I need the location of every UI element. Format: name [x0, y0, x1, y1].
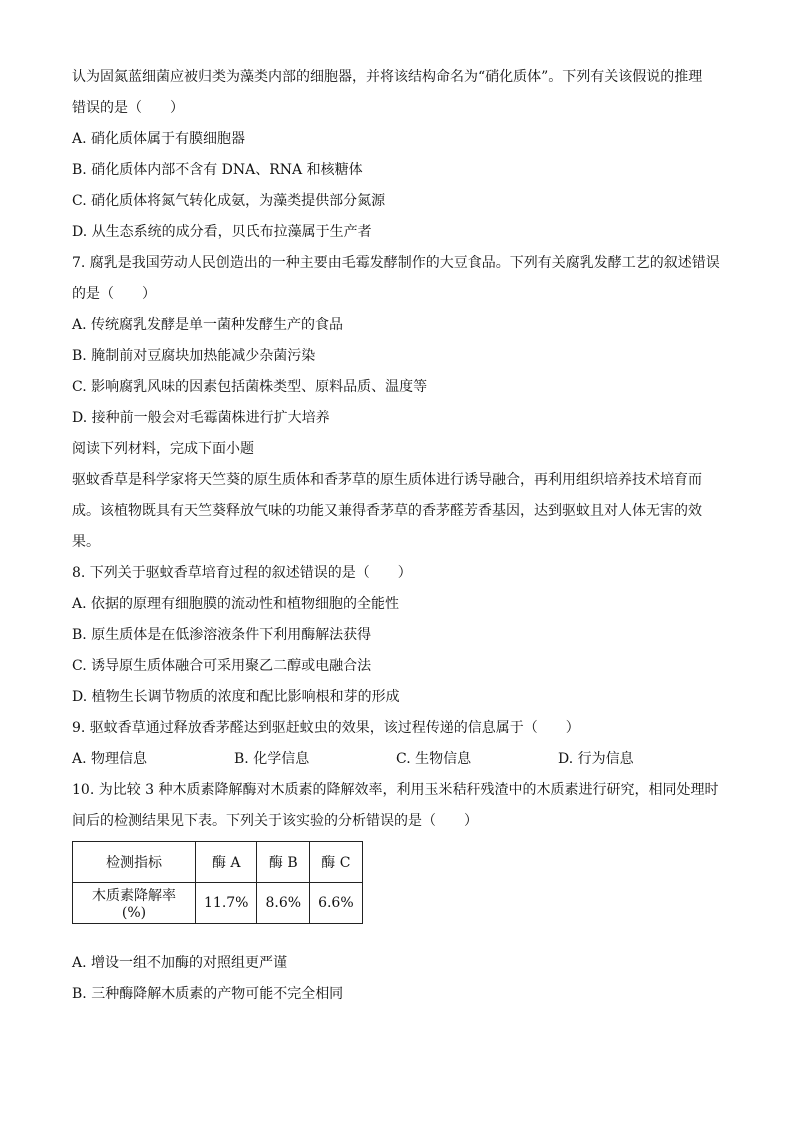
question-8-option-d: D. 植物生长调节物质的浓度和配比影响根和芽的形成 — [72, 689, 400, 705]
question-9-option-b: B. 化学信息 — [234, 751, 310, 767]
material-line-3: 果。 — [72, 534, 100, 550]
question-6-option-d: D. 从生态系统的成分看，贝氏布拉藻属于生产者 — [72, 224, 372, 240]
question-8-option-c: C. 诱导原生质体融合可采用聚乙二醇或电融合法 — [72, 658, 372, 674]
table-row — [73, 883, 363, 924]
material-intro: 阅读下列材料，完成下面小题 — [72, 441, 254, 457]
question-7-option-a: A. 传统腐乳发酵是单一菌种发酵生产的食品 — [72, 317, 344, 333]
table-cell: 木质素降解率(%) — [73, 883, 196, 924]
question-6-stem-line-1: 认为固氮蓝细菌应被归类为藻类内部的细胞器，并将该结构命名为“硝化质体”。下列有关该假说的推理 — [72, 69, 703, 85]
question-7-stem-line-1: 7. 腐乳是我国劳动人民创造出的一种主要由毛霉发酵制作的大豆食品。下列有关腐乳发酵工艺的叙述错误 — [72, 255, 720, 271]
question-9-stem: 9. 驱蚊香草通过释放香茅醛达到驱赶蚊虫的效果，该过程传递的信息属于（ ） — [72, 720, 580, 736]
table-header-cell: 酶 B — [257, 842, 310, 883]
material-line-2: 成。该植物既具有天竺葵释放气味的功能又兼得香茅草的香茅醛芳香基因，达到驱蚊且对人体无害的效 — [72, 503, 702, 519]
table-cell: 11.7% — [196, 883, 257, 924]
question-7-option-c: C. 影响腐乳风味的因素包括菌株类型、原料品质、温度等 — [72, 379, 428, 395]
table-header-cell: 酶 A — [196, 842, 257, 883]
table-header-row — [73, 842, 363, 883]
table-header-cell: 酶 C — [310, 842, 363, 883]
question-9-option-c: C. 生物信息 — [396, 751, 472, 767]
question-6-option-a: A. 硝化质体属于有膜细胞器 — [72, 131, 246, 147]
question-8-stem: 8. 下列关于驱蚊香草培育过程的叙述错误的是（ ） — [72, 565, 412, 581]
material-line-1: 驱蚊香草是科学家将天竺葵的原生质体和香茅草的原生质体进行诱导融合，再利用组织培养技术培育而 — [72, 472, 702, 488]
question-9-options — [72, 744, 732, 775]
question-9-option-d: D. 行为信息 — [558, 751, 634, 767]
question-8-option-b: B. 原生质体是在低渗溶液条件下利用酶解法获得 — [72, 627, 372, 643]
question-9-option-a: A. 物理信息 — [72, 751, 148, 767]
question-7-stem-line-2: 的是（ ） — [72, 286, 156, 302]
table-header-cell: 检测指标 — [73, 842, 196, 883]
question-7-option-b: B. 腌制前对豆腐块加热能减少杂菌污染 — [72, 348, 316, 364]
question-6-stem-line-2: 错误的是（ ） — [72, 100, 184, 116]
question-6-option-b: B. 硝化质体内部不含有 DNA、RNA 和核糖体 — [72, 162, 363, 178]
table-cell: 8.6% — [257, 883, 310, 924]
table-cell: 6.6% — [310, 883, 363, 924]
question-10-option-b: B. 三种酶降解木质素的产物可能不完全相同 — [72, 986, 344, 1002]
question-10-stem-line-1: 10. 为比较 3 种木质素降解酶对木质素的降解效率，利用玉米秸秆残渣中的木质素进行研究，相同处理时 — [72, 782, 719, 798]
question-10-option-a: A. 增设一组不加酶的对照组更严谨 — [72, 955, 288, 971]
question-8-option-a: A. 依据的原理有细胞膜的流动性和植物细胞的全能性 — [72, 596, 400, 612]
question-10-stem-line-2: 间后的检测结果见下表。下列关于该实验的分析错误的是（ ） — [72, 813, 478, 829]
results-table — [72, 841, 363, 924]
question-6-option-c: C. 硝化质体将氮气转化成氨，为藻类提供部分氮源 — [72, 193, 386, 209]
exam-page — [72, 62, 732, 1010]
question-7-option-d: D. 接种前一般会对毛霉菌株进行扩大培养 — [72, 410, 330, 426]
